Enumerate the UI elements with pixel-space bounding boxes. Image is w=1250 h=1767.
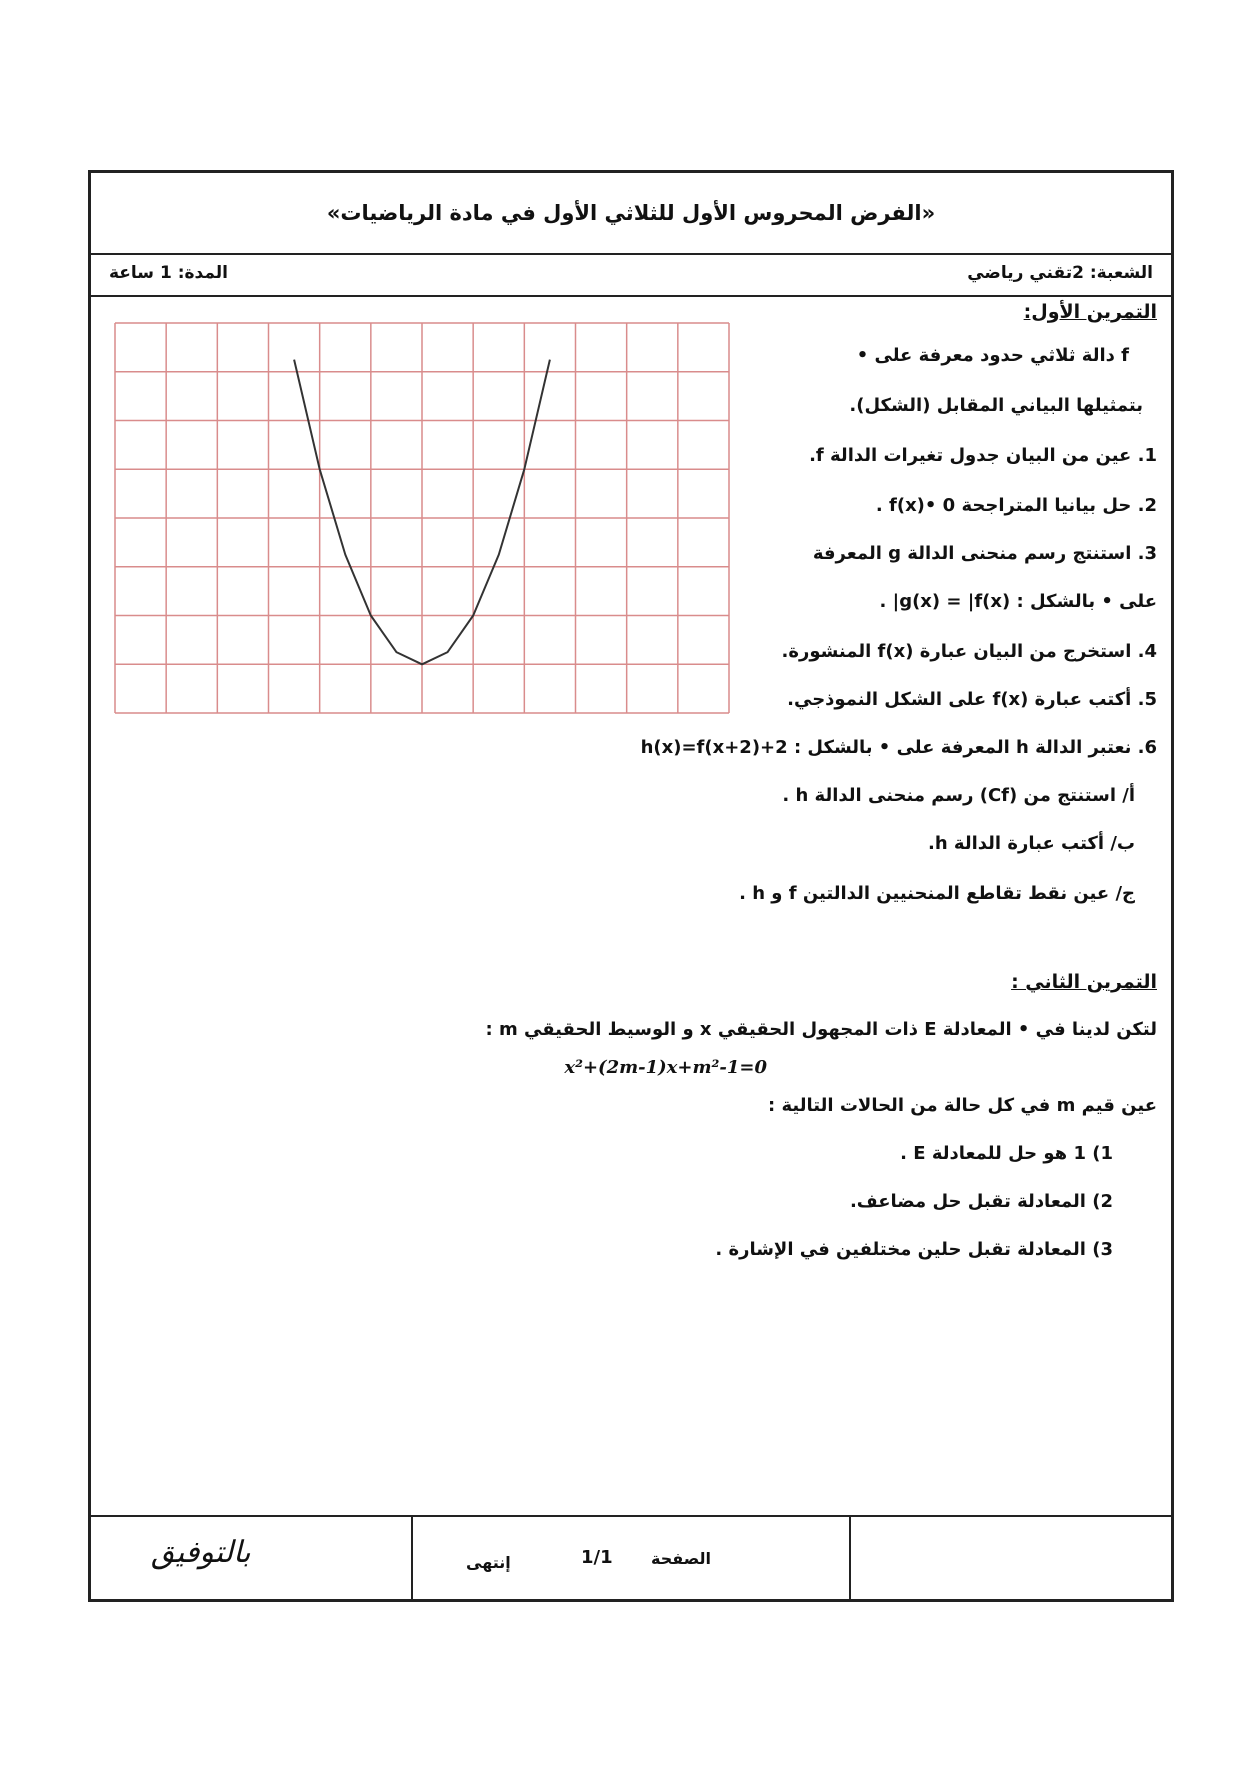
ex1-question-5: 5. أكتب عبارة f(x) على الشكل النموذجي. [787, 689, 1157, 710]
exam-sheet [88, 170, 1174, 1602]
ex1-intro-2: بتمثيلها البياني المقابل (الشكل). [849, 395, 1143, 416]
ex2-prompt: عين قيم m في كل حالة من الحالات التالية : [768, 1095, 1157, 1116]
end-label: إنتهى [466, 1553, 511, 1572]
ex2-case-2: 2) المعادلة تقبل حل مضاعف. [849, 1191, 1113, 1212]
exam-title: «الفرض المحروس الأول للثلاثي الأول في مادة الرياضيات» [91, 173, 1171, 255]
ex1-question-6: 6. نعتبر الدالة h المعرفة على • بالشكل : h(x)=f(x+2)+2 [640, 737, 1157, 758]
ex1-question-6a: أ/ استنتج من (Cf) رسم منحنى الدالة h . [782, 785, 1135, 806]
exercise-1 [457, 299, 1157, 1059]
ex2-case-1: 1) 1 هو حل للمعادلة E . [900, 1143, 1113, 1164]
ex1-question-3b: على • بالشكل : g(x) = |f(x)| . [879, 591, 1157, 612]
ex2-equation: x²+(2m-1)x+m²-1=0 [564, 1057, 767, 1078]
ex1-question-4: 4. استخرج من البيان عبارة f(x) المنشورة. [781, 641, 1157, 662]
branch-label: الشعبة: 2تقني رياضي [967, 263, 1153, 283]
footer-cell-signature [91, 1517, 413, 1599]
signature: بالتوفيق [151, 1535, 251, 1570]
exercise-1-heading: التمرين الأول: [1023, 301, 1157, 323]
ex1-question-2: 2. حل بيانيا المتراجحة f(x)• 0 . [875, 495, 1157, 516]
page-number: 1/1 [581, 1547, 613, 1568]
ex1-question-6c: ج/ عين نقط تقاطع المنحنيين الدالتين f و h . [739, 883, 1135, 904]
ex1-intro-1: f دالة ثلاثي حدود معرفة على • [856, 345, 1129, 366]
ex1-question-6b: ب/ أكتب عبارة الدالة h. [927, 833, 1135, 854]
footer [91, 1515, 1171, 1599]
ex2-intro: لتكن لدينا في • المعادلة E ذات المجهول الحقيقي x و الوسيط الحقيقي m : [485, 1019, 1157, 1040]
ex2-case-3: 3) المعادلة تقبل حلين مختلفين في الإشارة . [715, 1239, 1113, 1260]
exercise-2-heading: التمرين الثاني : [1011, 971, 1157, 993]
ex1-question-1: 1. عين من البيان جدول تغيرات الدالة f. [809, 445, 1157, 466]
info-row [91, 253, 1171, 297]
ex1-question-3a: 3. استنتج رسم منحنى الدالة g المعرفة [812, 543, 1157, 564]
duration-label: المدة: 1 ساعة [109, 263, 228, 283]
page-label: الصفحة [651, 1549, 712, 1568]
exercise-2 [117, 969, 1157, 1329]
